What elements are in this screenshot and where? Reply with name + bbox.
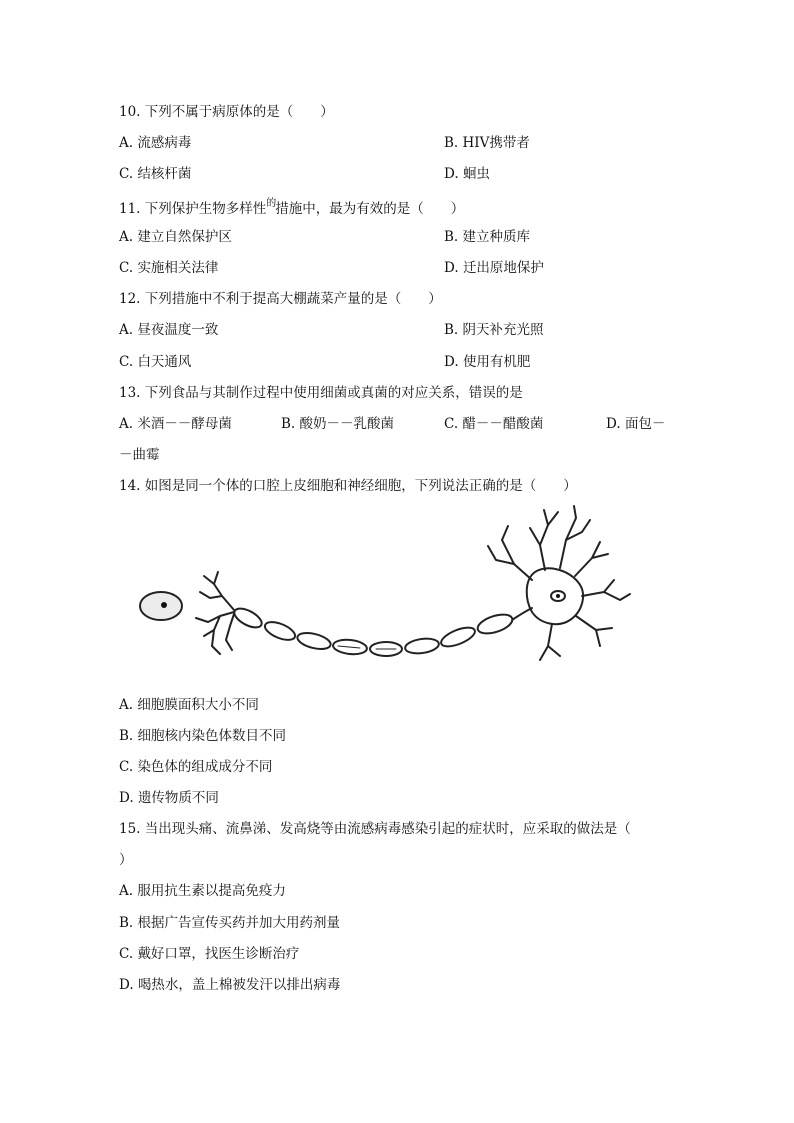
epithelial-cell	[140, 592, 182, 620]
option-13-a: A. 米酒－－酵母菌	[119, 416, 232, 432]
question-15-wrap: ）	[119, 852, 133, 868]
option-12-c: C. 白天通风	[119, 354, 192, 370]
option-15-c: C. 戴好口罩，找医生诊断治疗	[119, 946, 300, 962]
question-number: 15.	[119, 821, 141, 837]
question-number: 10.	[119, 104, 141, 120]
question-number: 14.	[119, 478, 141, 494]
question-10-stem	[119, 103, 334, 121]
option-14-a: A. 细胞膜面积大小不同	[119, 697, 259, 713]
option-13-c: C. 醋－－醋酸菌	[444, 416, 544, 432]
option-14-d: D. 遗传物质不同	[119, 790, 219, 806]
option-12-d: D. 使用有机肥	[444, 354, 531, 370]
superscript-char: 的	[266, 198, 276, 209]
option-15-a: A. 服用抗生素以提高免疫力	[119, 883, 286, 899]
question-text: 下列不属于病原体的是（ ）	[144, 104, 334, 120]
option-11-c: C. 实施相关法律	[119, 260, 219, 276]
question-12-stem: 12. 下列措施中不利于提高大棚蔬菜产量的是（ ）	[119, 291, 442, 307]
question-14-stem: 14. 如图是同一个体的口腔上皮细胞和神经细胞，下列说法正确的是（ ）	[119, 478, 577, 494]
option-10-a: A. 流感病毒	[119, 135, 192, 151]
option-11-b: B. 建立种质库	[444, 229, 531, 245]
option-13-b: B. 酸奶－－乳酸菌	[281, 416, 395, 432]
option-10-c: C. 结核杆菌	[119, 166, 192, 182]
option-15-b: B. 根据广告宣传买药并加大用药剂量	[119, 915, 341, 931]
option-14-c: C. 染色体的组成成分不同	[119, 759, 273, 775]
option-11-d: D. 迁出原地保护	[444, 260, 544, 276]
option-13-d-wrap: －曲霉	[119, 447, 160, 463]
cell-figure	[130, 500, 650, 680]
option-14-b: B. 细胞核内染色体数目不同	[119, 728, 287, 744]
option-12-b: B. 阴天补充光照	[444, 322, 544, 338]
option-13-d: D. 面包－	[606, 416, 666, 432]
question-number: 12.	[119, 291, 141, 307]
option-12-a: A. 昼夜温度一致	[119, 322, 219, 338]
option-10-b: B. HIV携带者	[444, 135, 530, 151]
option-11-a: A. 建立自然保护区	[119, 229, 232, 245]
question-13-stem: 13. 下列食品与其制作过程中使用细菌或真菌的对应关系，错误的是	[119, 385, 523, 401]
question-11-stem: 11. 下列保护生物多样性$^的$措施中，最为有效的是（ ）	[119, 198, 465, 217]
question-15-stem: 15. 当出现头痛、流鼻涕、发高烧等由流感病毒感染引起的症状时，应采取的做法是（	[119, 821, 631, 837]
question-number: 13.	[119, 385, 141, 401]
option-10-d: D. 蛔虫	[444, 166, 490, 182]
neuron-cell	[196, 506, 630, 660]
option-15-d: D. 喝热水，盖上棉被发汗以排出病毒	[119, 977, 341, 993]
question-number: 11.	[119, 201, 141, 217]
